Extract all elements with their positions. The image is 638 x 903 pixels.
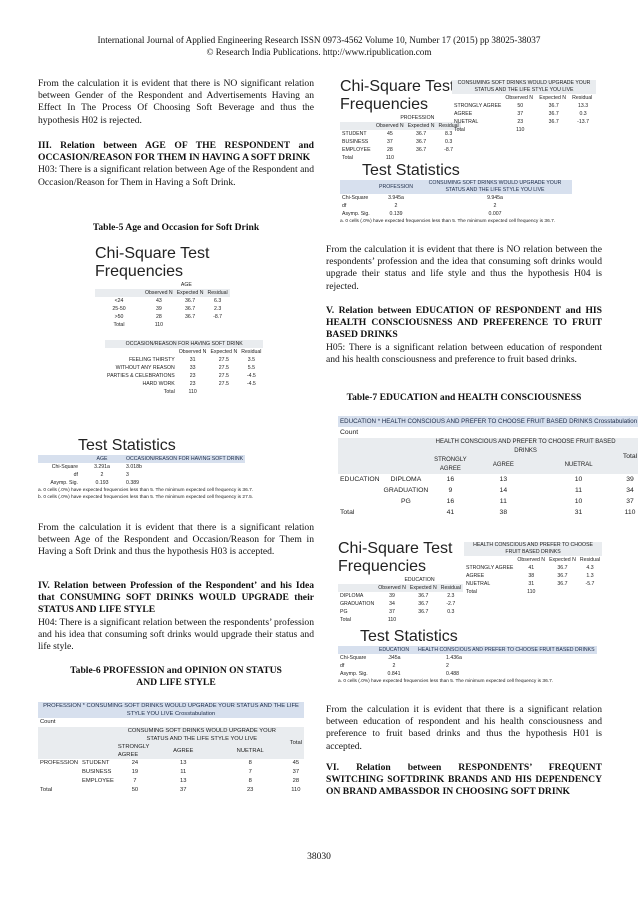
status-frequency-table (452, 80, 596, 134)
col-header: Expected N (210, 349, 238, 355)
age-stats-title: Test Statistics (78, 437, 176, 454)
col-header: Residual (241, 349, 262, 355)
table-row: Total 110 (113, 322, 163, 328)
table-row: BUSINESS 19 11 7 37 (82, 769, 300, 775)
journal-header: International Journal of Applied Engineering Research ISSN 0973-4562 Volume 10, Number 17 (2015) pp 38025-38037 (97, 35, 541, 45)
section-5 (326, 305, 602, 366)
table-row: df 2 3 (73, 472, 129, 478)
col-header: Expected N (407, 123, 435, 129)
col-header: Observed N (378, 585, 406, 591)
edu-cross-title: EDUCATION * HEALTH CONSCIOUS AND PREFER TO CHOOSE FRUIT BASED DRINKS Crosstabulation (340, 418, 638, 425)
table-row: GRADUATION 34 36.7 -2.7 (340, 601, 456, 607)
edu-cross-count: Count (340, 429, 359, 436)
table-row: Asymp. Sig. 0.139 0.007 (342, 211, 502, 217)
section-3 (38, 140, 314, 189)
table-row: STUDENT 45 36.7 8.3 (342, 131, 453, 137)
section-3-hypothesis: H03: There is a significant relation between Age of the Respondent and Occasion/Reason for Them in Having a Soft Drink. (38, 164, 314, 188)
col-header: OCCASION/REASON FOR HAVING SOFT DRINK (126, 456, 244, 462)
table-row: PG 37 36.7 0.3 (340, 609, 455, 615)
col-header: Expected N (409, 585, 437, 591)
profession-crosstab-table (38, 702, 304, 795)
age-frequency-table (95, 245, 230, 329)
age-freq-head2: Frequencies (95, 263, 184, 280)
table-row: df 2 2 (340, 663, 449, 669)
health-frequency-table (464, 542, 602, 596)
table-row: Asymp. Sig. 0.841 0.488 (340, 671, 459, 677)
col-header: Observed N (145, 290, 173, 296)
prof-freq-var: PROFESSION (400, 115, 435, 121)
table-row: PG 16 11 10 37 (401, 498, 634, 505)
right-para-1-block (326, 244, 602, 293)
edu-freq-head1: Chi-Square Test (338, 540, 453, 557)
section-5-title: V. Relation between EDUCATION OF RESPONDENT and HIS HEALTH CONSCIOUSNESS AND PREFERENCE TO FRUIT BASED DRINKS (326, 305, 602, 341)
prof-stats-title: Test Statistics (362, 162, 460, 179)
col-header: PROFESSION (378, 184, 413, 190)
occ-freq-title: OCCASION/REASON FOR HAVING SOFT DRINK (125, 341, 243, 347)
table-row: STRONGLY AGREE 41 36.7 4.3 (466, 565, 594, 571)
prof-cross-title: PROFESSION * CONSUMING SOFT DRINKS WOULD UPGRADE YOUR STATUS AND THE LIFE STYLE YOU LIVE Crosstabulation (43, 703, 299, 717)
education-crosstab-table (338, 416, 638, 518)
col-header: NUETRAL (236, 747, 264, 754)
table-row: <24 43 36.7 6.3 (114, 298, 222, 304)
table-row: 25-50 39 36.7 2.3 (112, 306, 222, 312)
col-header: Observed N (517, 557, 546, 563)
table-row: Asymp. Sig. 0.193 0.389 (50, 480, 139, 486)
col-header: STRONGLY AGREE (434, 457, 467, 472)
status-freq-title: CONSUMING SOFT DRINKS WOULD UPGRADE YOUR STATUS AND THE LIFE STYLE YOU LIVE (457, 80, 591, 93)
col-header: Observed N (376, 123, 404, 129)
col-header: Residual (572, 95, 593, 101)
section-6 (326, 762, 602, 799)
education-frequency-table (338, 540, 463, 624)
col-header: CONSUMING SOFT DRINKS WOULD UPGRADE YOUR STATUS AND THE LIFE STYLE YOU LIVE (428, 180, 562, 193)
right-para-2-block (326, 704, 602, 753)
edu-freq-head2: Frequencies (338, 558, 427, 575)
section-4 (38, 580, 314, 653)
left-paragraph-2: From the calculation it is evident that there is a significant relation between Age of the Respondent and Occasion/Reason for Them in Having a Soft Drink and thus the hypothesis H03 is accepted. (38, 522, 314, 558)
age-freq-var: AGE (180, 282, 192, 288)
prof-stats-note: a. 0 cells (.0%) have expected frequencies less than 5. The minimum expected cell frequency is 36.7. (340, 219, 556, 224)
edu-cross-group: HEALTH CONSCIOUS AND PREFER TO CHOOSE FRUIT BASED DRINKS (435, 439, 616, 454)
prof-cross-count: Count (40, 719, 56, 725)
age-stats-note-b: b. 0 cells (.0%) have expected frequencies less than 5. The minimum expected cell frequency is 27.5. (38, 495, 254, 500)
col-header: Expected N (539, 95, 567, 101)
section-3-title: III. Relation between AGE OF THE RESPONDENT and OCCASION/REASON FOR THEM IN HAVING A SOFT DRINK (38, 140, 314, 164)
table-row: NUETRAL 23 36.7 -13.7 (454, 119, 589, 125)
left-paragraph-1: From the calculation it is evident that there is NO significant relation between Gender of the Respondent and Advertisements Having an Effect In The Process Of Choosing Soft Beverage and thus the hypothesis H02 is rejected. (38, 78, 314, 126)
section-6-title: VI. Relation between RESPONDENTS’ FREQUENT SWITCHING SOFTDRINK BRANDS AND HIS DEPENDENCY ON BRAND AMBASSDOR IN CHOOSING SOFT DRINK (326, 762, 602, 798)
table-row: Total 110 (342, 155, 394, 161)
table-row: FEELING THIRSTY 31 27.5 3.5 (129, 357, 255, 363)
table-row: EMPLOYEE 28 36.7 -8.7 (342, 147, 454, 153)
col-header: STRONGLY AGREE (117, 744, 150, 758)
table-row: df 2 2 (342, 203, 497, 209)
col-header: Total (289, 739, 302, 746)
table-row: >50 28 36.7 -8.7 (114, 314, 223, 320)
col-header: AGE (96, 456, 108, 462)
age-test-statistics (38, 437, 253, 501)
section-5-hypothesis: H05: There is a significant relation between education of respondent and his health consciousness and preference to fruit based drinks. (326, 341, 602, 365)
col-header: AGREE (173, 747, 194, 754)
edu-freq-var: EDUCATION (404, 577, 435, 583)
table-row: BUSINESS 37 36.7 0.3 (342, 139, 453, 145)
col-header: Observed N (178, 349, 207, 355)
prof-freq-head1: Chi-Square Test (340, 78, 455, 95)
table-row: PROFESSION STUDENT 24 13 8 45 (40, 760, 300, 766)
age-stats-note-a: a. 0 cells (.0%) have expected frequencies less than 5. The minimum expected cell frequency is 36.7. (38, 488, 254, 493)
col-header: Residual (579, 557, 601, 563)
table-row: NUETRAL 31 36.7 -5.7 (466, 581, 595, 587)
profession-frequency-table (340, 78, 461, 162)
col-header: Expected N (176, 290, 204, 296)
col-header: NUETRAL (564, 461, 593, 468)
table-row: Total 110 (163, 389, 197, 395)
col-header: Residual (438, 123, 459, 129)
table-row: AGREE 37 36.7 0.3 (454, 111, 587, 117)
col-header: AGREE (492, 461, 514, 468)
table-row: AGREE 38 36.7 1.3 (466, 573, 594, 579)
journal-copyright: © Research India Publications. http://www.ripublication.com (206, 47, 432, 57)
age-freq-head1: Chi-Square Test (95, 245, 210, 262)
prof-cross-group: CONSUMING SOFT DRINKS WOULD UPGRADE YOUR STATUS AND THE LIFE STYLE YOU LIVE (127, 728, 276, 742)
right-paragraph-1: From the calculation it is evident that there is NO relation between the respondents’ profession and the idea that consuming soft drinks would upgrade their status and life style and thus the hypothesis H04 is rejected. (326, 244, 602, 292)
right-paragraph-2: From the calculation it is evident that there is a significant relation between education of respondent and his health consciousness and preference to fruit based drinks and thus the hypothesis H01 is accepted. (326, 704, 602, 752)
left-para-1-block (38, 78, 314, 127)
table-row: Total 110 (340, 617, 397, 623)
table7-caption: Table-7 EDUCATION and HEALTH CONSCIOUSNESS (346, 392, 582, 403)
col-header: Residual (440, 585, 461, 591)
table-row: EDUCATION DIPLOMA 16 13 10 39 (340, 476, 634, 483)
col-header: EDUCATION (378, 647, 410, 653)
col-header: HEALTH CONSCIOUS AND PREFER TO CHOOSE FRUIT BASED DRINKS (418, 647, 595, 653)
table-row: STRONGLY AGREE 50 36.7 13.3 (454, 103, 589, 109)
col-header: Expected N (549, 557, 576, 563)
col-header: Residual (207, 290, 228, 296)
table-row: Chi-Square 3.945a 9.945a (342, 195, 503, 201)
edu-stats-note: a. 0 cells (.0%) have expected frequencies less than 5. The minimum expected cell frequency is 36.7. (338, 679, 554, 684)
table-row: Total 110 (466, 589, 536, 595)
page-number: 38030 (307, 852, 331, 862)
col-header: Total (622, 452, 638, 460)
occasion-frequency-table (105, 340, 263, 396)
prof-freq-head2: Frequencies (340, 96, 429, 113)
table6-caption: Table-6 PROFESSION and OPINION ON STATUS AND LIFE STYLE (70, 665, 282, 689)
table-row: Chi-Square 3.291a 3.018b (51, 464, 142, 470)
table-row: GRADUATION 9 14 11 34 (383, 487, 634, 494)
section-4-hypothesis: H04: There is a significant relation between the respondents’ profession and his idea that consuming soft drinks would upgrade their status and life style. (38, 616, 314, 653)
table-row: Chi-Square .345a 1.436a (340, 655, 462, 661)
table-row: Total 110 (454, 127, 525, 133)
table-row: Total 41 38 31 110 (340, 509, 636, 516)
table-row: HARD WORK 23 27.5 -4.5 (142, 381, 256, 387)
left-para-2-block (38, 522, 314, 559)
profession-test-statistics (340, 162, 572, 225)
table-row: WITHOUT ANY REASON 33 27.5 5.5 (115, 365, 255, 371)
table-row: Total 50 37 23 110 (40, 787, 301, 793)
edu-stats-title: Test Statistics (360, 628, 458, 645)
health-freq-title: HEALTH CONSCIOUS AND PREFER TO CHOOSE FRUIT BASED DRINKS (473, 542, 593, 555)
col-header: Observed N (505, 95, 534, 101)
table-row: PARTIES & CELEBRATIONS 23 27.5 -4.5 (107, 373, 256, 379)
table-row: DIPLOMA 39 36.7 2.3 (340, 593, 455, 599)
table5-caption: Table-5 Age and Occasion for Soft Drink (92, 222, 260, 233)
section-4-title: IV. Relation between Profession of the Respondent’ and his Idea that CONSUMING SOFT DRINKS WOULD UPGRADE their STATUS AND LIFE STYLE (38, 580, 314, 616)
table-row: EMPLOYEE 7 13 8 28 (82, 778, 300, 784)
education-test-statistics (338, 628, 597, 685)
